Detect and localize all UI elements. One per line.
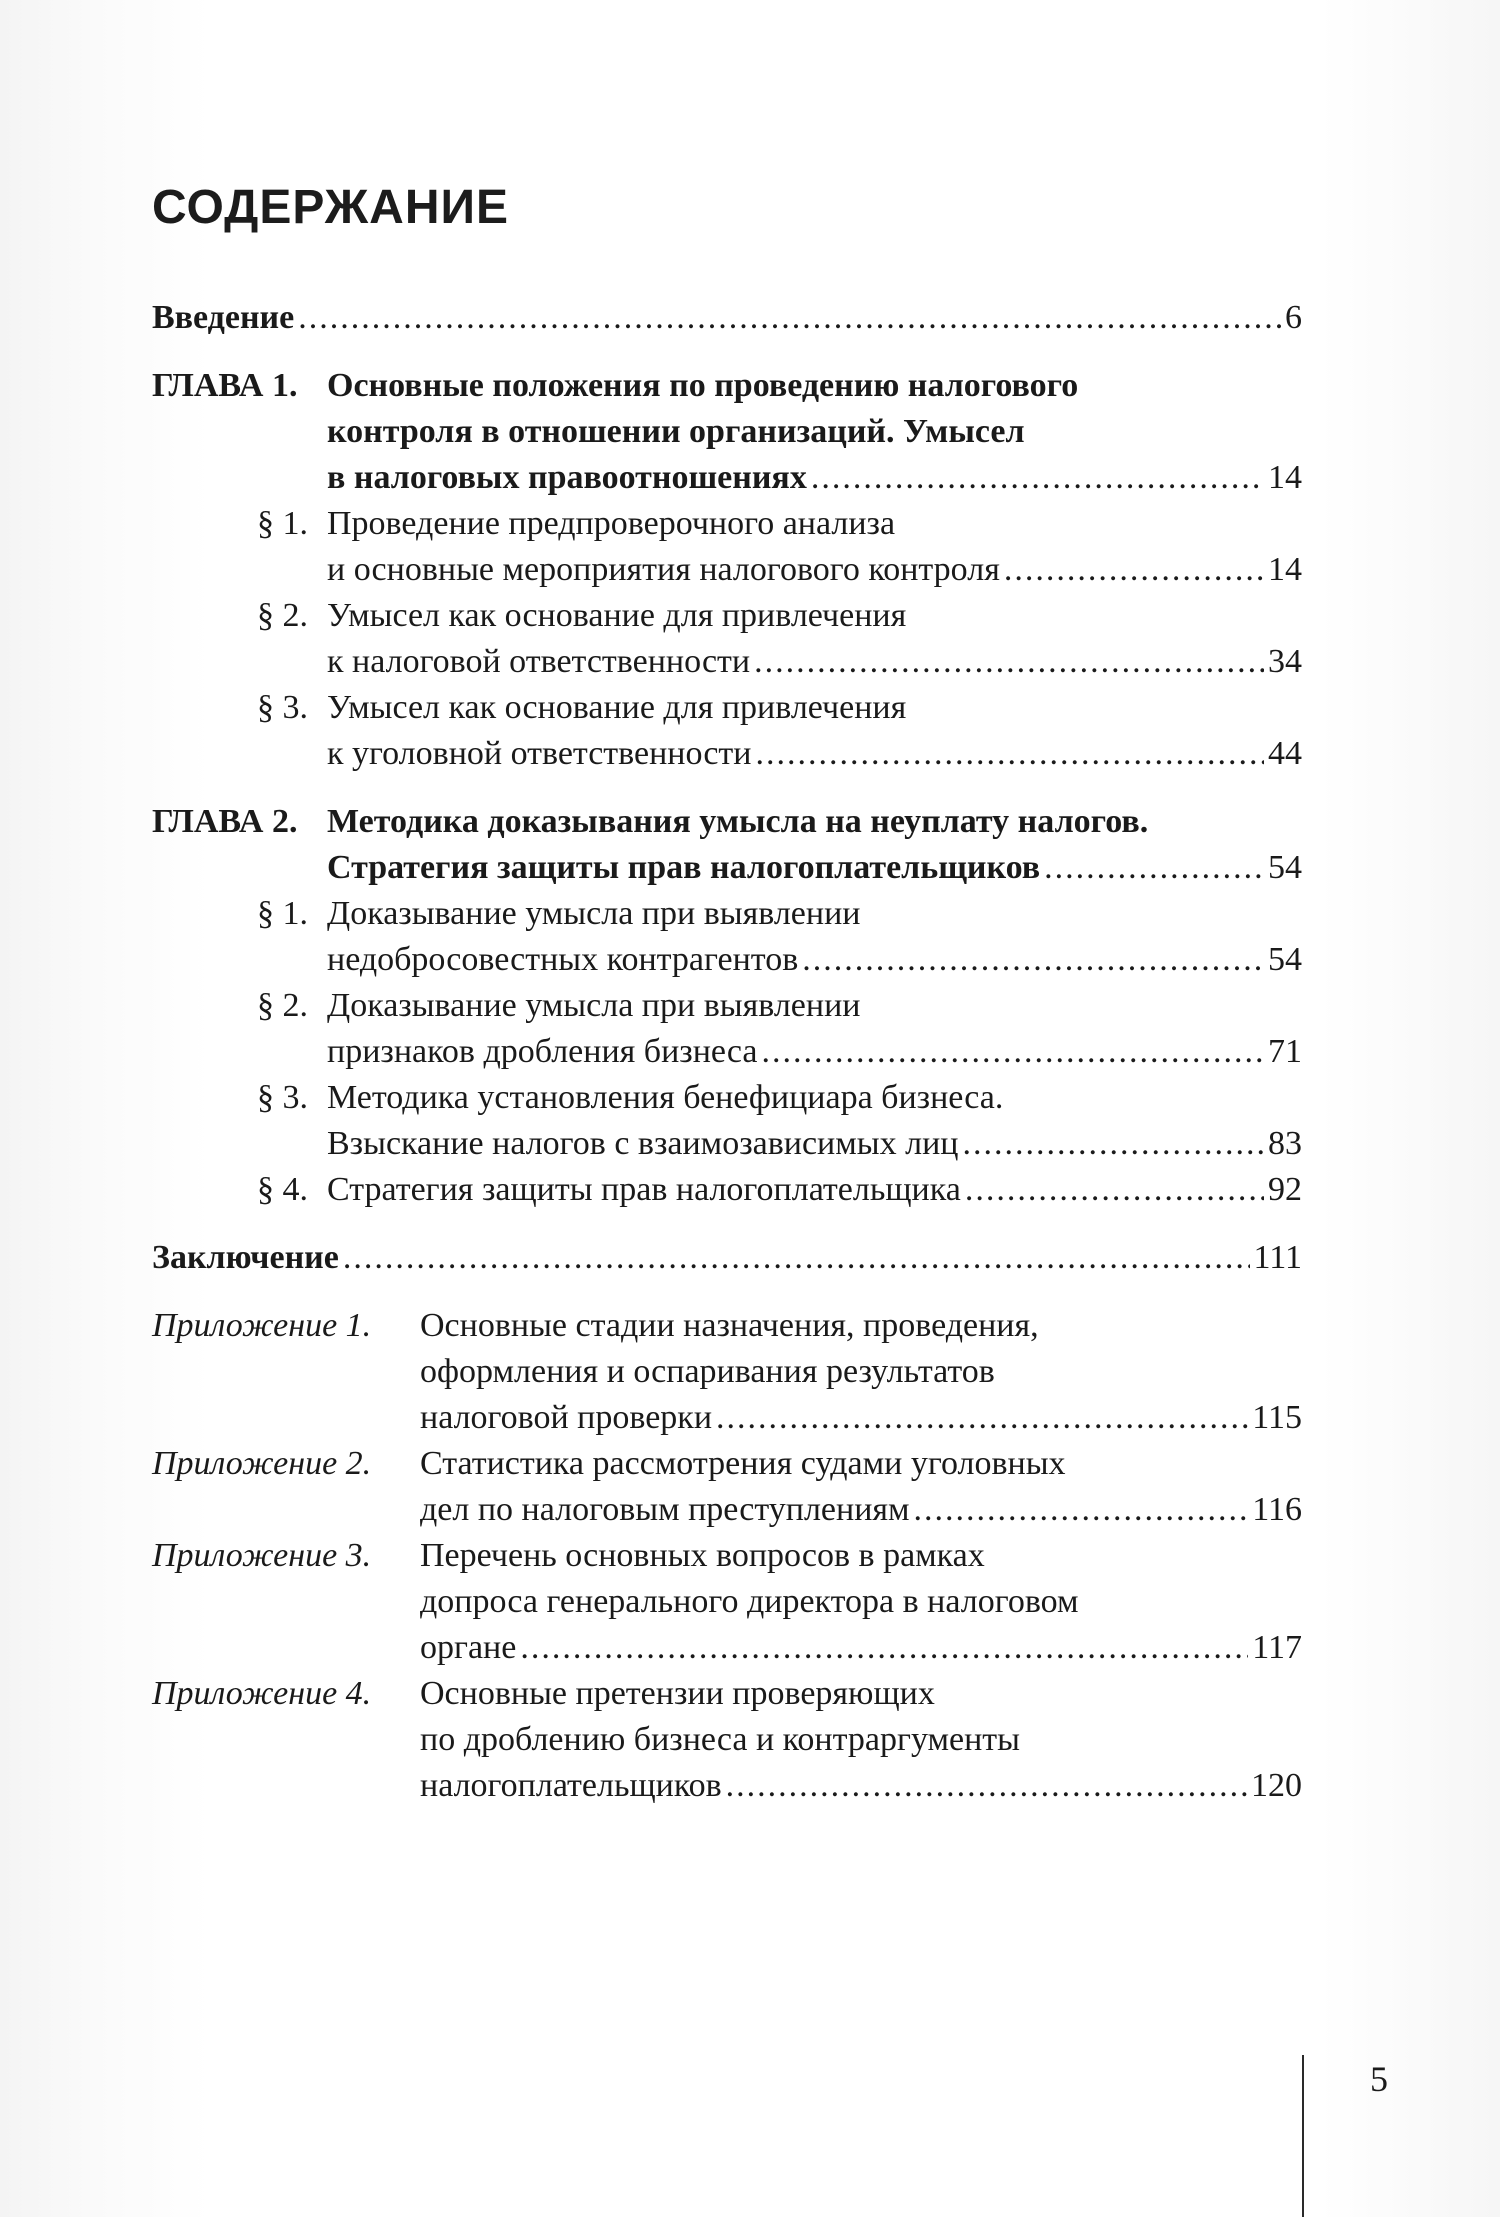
toc-entry-label: § 2. (257, 987, 308, 1024)
toc-entry-ch1-section-3-line-2[interactable] (152, 731, 1302, 777)
toc-entry-conclusion[interactable] (152, 1235, 1302, 1281)
toc-page-number: 34 (1268, 643, 1302, 680)
toc-entry-text: Статистика рассмотрения судами уголовных (420, 1445, 1066, 1482)
toc-page-number: 14 (1268, 459, 1302, 496)
toc-entry-text: контроля в отношении организаций. Умысел (327, 413, 1025, 450)
toc-entry-appendix-4-line-2[interactable] (152, 1717, 1302, 1763)
toc-entry-appendix-2[interactable] (152, 1441, 1302, 1487)
toc-entry-ch1-section-2-line-2[interactable] (152, 639, 1302, 685)
toc-entry-text: и основные мероприятия налогового контроля (327, 551, 1000, 588)
toc-entry-appendix-1-line-2[interactable] (152, 1349, 1302, 1395)
toc-page-number: 111 (1253, 1239, 1302, 1276)
dot-leader (962, 1121, 1264, 1167)
toc-entry-text: Доказывание умысла при выявлении (327, 987, 861, 1024)
toc-entry-label: Приложение 4. (152, 1675, 372, 1712)
toc-entry-ch2-section-3[interactable] (152, 1075, 1302, 1121)
toc-entry-label: ГЛАВА 1. (152, 367, 298, 404)
toc-entry-ch1-section-1-line-2[interactable] (152, 547, 1302, 593)
toc-page-number: 54 (1268, 941, 1302, 978)
toc-entry-chapter-1[interactable] (152, 363, 1302, 409)
dot-leader (1044, 845, 1264, 891)
toc-entry-text: Доказывание умысла при выявлении (327, 895, 861, 932)
toc-page-number: 6 (1285, 299, 1302, 336)
toc-entry-text: недобросовестных контрагентов (327, 941, 799, 978)
toc-entry-introduction[interactable] (152, 295, 1302, 341)
toc-page-number: 92 (1268, 1171, 1302, 1208)
toc-entry-ch2-section-2[interactable] (152, 983, 1302, 1029)
dot-leader (914, 1487, 1249, 1533)
toc-page-number: 116 (1252, 1491, 1302, 1528)
toc-entry-text: дел по налоговым преступлениям (420, 1491, 910, 1528)
toc-entry-appendix-3-line-2[interactable] (152, 1579, 1302, 1625)
toc-entry-label: § 3. (257, 689, 308, 726)
toc-entry-chapter-1-line-2[interactable] (152, 409, 1302, 455)
toc-entry-text: по дроблению бизнеса и контраргументы (420, 1721, 1020, 1758)
toc-entry-text: Стратегия защиты прав налогоплательщиков (327, 849, 1041, 886)
toc-entry-text: Умысел как основание для привлечения (327, 597, 907, 634)
toc-entry-text: Перечень основных вопросов в рамках (420, 1537, 985, 1574)
toc-entry-text: Заключение (152, 1239, 339, 1276)
toc-entry-label: § 2. (257, 597, 308, 634)
toc-entry-ch1-section-2[interactable] (152, 593, 1302, 639)
toc-entry-ch2-section-4[interactable] (152, 1167, 1302, 1213)
toc-entry-appendix-3[interactable] (152, 1533, 1302, 1579)
toc-page-number: 44 (1268, 735, 1302, 772)
toc-entry-text: налоговой проверки (420, 1399, 713, 1436)
toc-entry-label: ГЛАВА 2. (152, 803, 298, 840)
dot-leader (756, 731, 1265, 777)
dot-leader (811, 455, 1264, 501)
dot-leader (343, 1235, 1250, 1281)
dot-leader (716, 1395, 1248, 1441)
dot-leader (802, 937, 1264, 983)
toc-page-number: 115 (1252, 1399, 1302, 1436)
toc-entry-appendix-1[interactable] (152, 1303, 1302, 1349)
dot-leader (1004, 547, 1264, 593)
toc-entry-ch1-section-1[interactable] (152, 501, 1302, 547)
toc-entry-ch2-section-1[interactable] (152, 891, 1302, 937)
toc-entry-text: Методика установления бенефициара бизнеса. (327, 1079, 1004, 1116)
toc-entry-text: Методика доказывания умысла на неуплату налогов. (327, 803, 1149, 840)
dot-leader (298, 295, 1281, 341)
toc-entry-appendix-2-line-2[interactable] (152, 1487, 1302, 1533)
toc-entry-label: § 1. (257, 505, 308, 542)
toc-entry-text: Стратегия защиты прав налогоплательщика (327, 1171, 961, 1208)
toc-entry-text: к уголовной ответственности (327, 735, 752, 772)
page-number: 5 (1370, 2059, 1388, 2099)
toc-entry-appendix-1-line-3[interactable] (152, 1395, 1302, 1441)
toc-page-number: 120 (1251, 1767, 1302, 1804)
dot-leader (761, 1029, 1264, 1075)
toc-entry-chapter-1-line-3[interactable] (152, 455, 1302, 501)
toc-entry-chapter-2-line-2[interactable] (152, 845, 1302, 891)
toc-entry-label: § 1. (257, 895, 308, 932)
toc-page-number: 71 (1268, 1033, 1302, 1070)
toc-entry-text: Умысел как основание для привлечения (327, 689, 907, 726)
folio-divider (1302, 2055, 1304, 2217)
dot-leader (965, 1167, 1264, 1213)
toc-entry-text: оформления и оспаривания результатов (420, 1353, 995, 1390)
toc-entry-appendix-4[interactable] (152, 1671, 1302, 1717)
toc-entry-label: § 4. (257, 1171, 308, 1208)
toc-entry-label: Приложение 3. (152, 1537, 372, 1574)
toc-entry-label: Приложение 1. (152, 1307, 372, 1344)
toc-entry-appendix-3-line-3[interactable] (152, 1625, 1302, 1671)
toc-entry-text: Основные стадии назначения, проведения, (420, 1307, 1039, 1344)
toc-page-number: 83 (1268, 1125, 1302, 1162)
toc-entry-text: Взыскание налогов с взаимозависимых лиц (327, 1125, 959, 1162)
toc-entry-ch2-section-3-line-2[interactable] (152, 1121, 1302, 1167)
toc-entry-appendix-4-line-3[interactable] (152, 1763, 1302, 1809)
toc-entry-label: Приложение 2. (152, 1445, 372, 1482)
toc-entry-ch1-section-3[interactable] (152, 685, 1302, 731)
toc-page-number: 14 (1268, 551, 1302, 588)
page-title: СОДЕРЖАНИЕ (152, 181, 509, 234)
toc-entry-text: допроса генерального директора в налоговом (420, 1583, 1079, 1620)
toc-entry-text: в налоговых правоотношениях (327, 459, 807, 496)
toc-entry-text: Введение (152, 299, 295, 336)
toc-entry-chapter-2[interactable] (152, 799, 1302, 845)
toc-page-number: 54 (1268, 849, 1302, 886)
dot-leader (520, 1625, 1248, 1671)
dot-leader (754, 639, 1264, 685)
toc-entry-text: налогоплательщиков (420, 1767, 722, 1804)
toc-entry-ch2-section-2-line-2[interactable] (152, 1029, 1302, 1075)
toc-entry-text: Проведение предпроверочного анализа (327, 505, 896, 542)
toc-entry-text: Основные претензии проверяющих (420, 1675, 935, 1712)
toc-page-number: 117 (1252, 1629, 1302, 1666)
dot-leader (726, 1763, 1247, 1809)
toc-entry-text: признаков дробления бизнеса (327, 1033, 758, 1070)
table-of-contents (152, 295, 1302, 1809)
toc-entry-text: к налоговой ответственности (327, 643, 751, 680)
toc-entry-text: органе (420, 1629, 517, 1666)
toc-entry-text: Основные положения по проведению налогового (327, 367, 1079, 404)
toc-entry-label: § 3. (257, 1079, 308, 1116)
toc-entry-ch2-section-1-line-2[interactable] (152, 937, 1302, 983)
